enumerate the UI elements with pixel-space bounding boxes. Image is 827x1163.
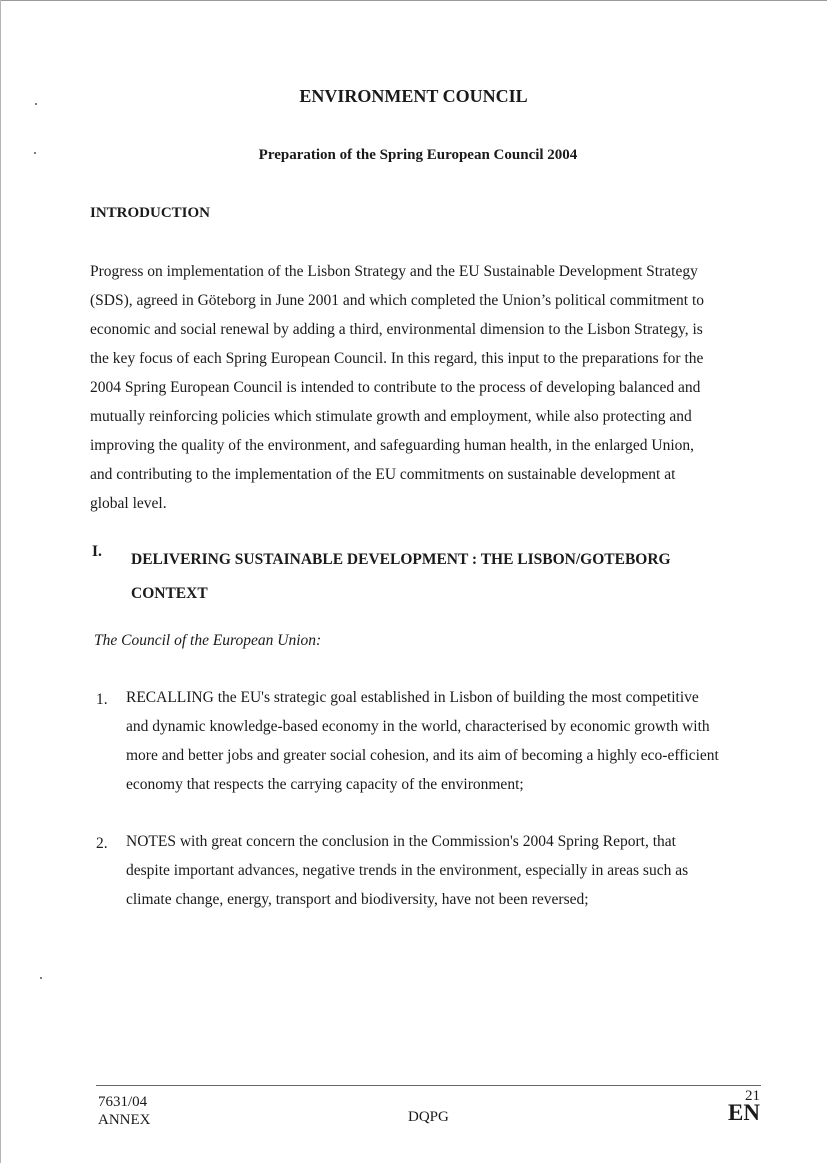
language-code: EN [728, 1100, 760, 1125]
page-top-edge [0, 0, 827, 1]
paragraph-line: the key focus of each Spring European Council. In this regard, this input to the preparations for the [90, 350, 704, 367]
paragraph-line: global level. [90, 495, 167, 512]
section-title-line: DELIVERING SUSTAINABLE DEVELOPMENT : THE LISBON/GOTEBORG [131, 551, 671, 568]
footer-divider [96, 1085, 761, 1086]
paragraph-line: Progress on implementation of the Lisbon Strategy and the EU Sustainable Development Strategy [90, 263, 698, 280]
item-line: more and better jobs and greater social cohesion, and its aim of becoming a highly eco-efficient [126, 747, 719, 764]
section-number: I. [92, 543, 102, 560]
item-number: 1. [96, 691, 108, 708]
paragraph-line: mutually reinforcing policies which stimulate growth and employment, while also protecting and [90, 408, 692, 425]
scan-speck [40, 977, 42, 979]
footer-department: DQPG [408, 1109, 449, 1125]
paragraph-line: economic and social renewal by adding a third, environmental dimension to the Lisbon Strategy, is [90, 321, 703, 338]
item-line: climate change, energy, transport and biodiversity, have not been reversed; [126, 891, 589, 908]
item-line: NOTES with great concern the conclusion in the Commission's 2004 Spring Report, that [126, 833, 676, 850]
item-line: RECALLING the EU's strategic goal established in Lisbon of building the most competitive [126, 689, 699, 706]
section-title [131, 543, 671, 611]
page-number: 21 [745, 1088, 760, 1104]
item-line: and dynamic knowledge-based economy in the world, characterised by economic growth with [126, 718, 710, 735]
footer-annex: ANNEX [98, 1112, 151, 1128]
numbered-item [126, 827, 766, 914]
paragraph-line: 2004 Spring European Council is intended to contribute to the process of developing balanced and [90, 379, 701, 396]
document-subtitle: Preparation of the Spring European Council 2004 [258, 147, 578, 163]
item-line: despite important advances, negative trends in the environment, especially in areas such as [126, 862, 689, 879]
council-intro: The Council of the European Union: [94, 632, 322, 649]
section-title-line: CONTEXT [131, 585, 208, 602]
numbered-item [126, 683, 766, 799]
paragraph-line: improving the quality of the environment, and safeguarding human health, in the enlarged Union, [90, 437, 695, 454]
paragraph-line: and contributing to the implementation of the EU commitments on sustainable development at [90, 466, 676, 483]
document-title: ENVIRONMENT COUNCIL [299, 86, 528, 106]
introduction-heading: INTRODUCTION [90, 205, 211, 221]
introduction-paragraph [90, 257, 750, 518]
item-number: 2. [96, 835, 108, 852]
item-line: economy that respects the carrying capacity of the environment; [126, 776, 524, 793]
page-left-edge [0, 0, 1, 1163]
paragraph-line: (SDS), agreed in Göteborg in June 2001 and which completed the Union’s political commitment to [90, 292, 705, 309]
footer-reference: 7631/04 [98, 1094, 148, 1110]
